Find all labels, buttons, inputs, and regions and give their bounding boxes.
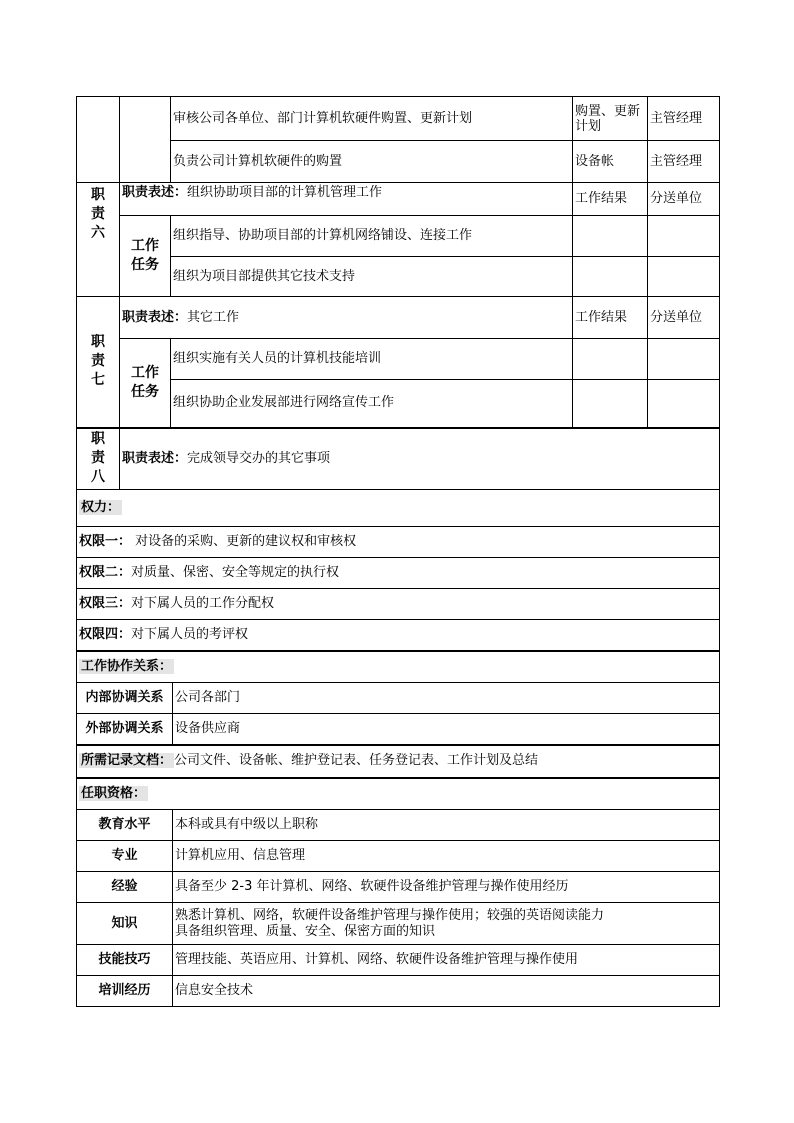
authority-item-1 xyxy=(77,527,720,558)
records-cell xyxy=(77,745,720,778)
duty6-task-2-dest xyxy=(648,257,720,297)
authority-item-4-label: 权限四： xyxy=(79,626,132,642)
duty6-desc-cell xyxy=(120,183,573,216)
cooperation-title: 工作协作关系： xyxy=(81,658,173,674)
table-row xyxy=(77,841,720,872)
duty6-task-label xyxy=(120,216,171,297)
knowledge-value xyxy=(173,903,720,945)
table-row xyxy=(77,428,720,490)
table-row xyxy=(77,651,720,683)
details-table xyxy=(76,489,720,1007)
duty7-task-label-text: 工作任务 xyxy=(131,364,159,400)
duty7-task-2-result xyxy=(573,380,648,428)
duty6-desc-label: 职责表述： xyxy=(122,185,188,200)
duty7-task-1-dest xyxy=(648,339,720,380)
qualification-title-cell xyxy=(77,778,720,810)
knowledge-line-1: 熟悉计算机、网络，软硬件设备维护管理与操作使用；较强的英语阅读能力 xyxy=(175,907,605,923)
internal-coordination-value: 公司各部门 xyxy=(173,683,720,714)
table-row xyxy=(77,872,720,903)
duty5-task-1-result: 购置、更新计划 xyxy=(573,97,648,141)
duty5-task-2-dest: 主管经理 xyxy=(648,141,720,183)
duty7-task-2: 组织协助企业发展部进行网络宣传工作 xyxy=(171,380,573,428)
experience-value: 具备至少 2-3 年计算机、网络、软硬件设备维护管理与操作使用经历 xyxy=(173,872,720,903)
table-row xyxy=(77,558,720,589)
skills-label: 技能技巧 xyxy=(77,945,173,976)
duty5-task-2-result: 设备帐 xyxy=(573,141,648,183)
duty6-task-1-result xyxy=(573,216,648,257)
duty6-label-text: 职责六 xyxy=(91,187,105,241)
duty7-task-label xyxy=(120,339,171,428)
duty6-desc: 组织协助项目部的计算机管理工作 xyxy=(187,185,383,200)
duty7-dest-header: 分送单位 xyxy=(648,297,720,339)
table-row xyxy=(77,141,720,183)
job-description-sheet xyxy=(76,96,719,1007)
table-row xyxy=(77,903,720,945)
table-row xyxy=(77,976,720,1007)
authority-item-3-label: 权限三： xyxy=(79,596,132,611)
external-coordination-label: 外部协调关系 xyxy=(77,714,173,745)
duty8-label xyxy=(77,428,120,490)
table-row xyxy=(77,620,720,651)
records-text: 公司文件、设备帐、维护登记表、任务登记表、工作计划及总结 xyxy=(174,753,539,768)
table-row xyxy=(77,183,720,216)
table-row xyxy=(77,490,720,527)
table-row xyxy=(77,97,720,141)
major-label: 专业 xyxy=(77,841,173,872)
table-row xyxy=(77,380,720,428)
table-row xyxy=(77,216,720,257)
duty7-task-1-result xyxy=(573,339,648,380)
authority-item-1-text: 对设备的采购、更新的建议权和审核权 xyxy=(131,534,357,549)
knowledge-label: 知识 xyxy=(77,903,173,945)
duty6-task-label-text: 工作任务 xyxy=(131,238,159,273)
authority-item-3-text: 对下属人员的工作分配权 xyxy=(131,596,275,611)
duty5-task-2: 负责公司计算机软硬件的购置 xyxy=(171,141,573,183)
authority-title-cell xyxy=(77,490,720,527)
major-value: 计算机应用、信息管理 xyxy=(173,841,720,872)
training-label: 培训经历 xyxy=(77,976,173,1007)
education-label: 教育水平 xyxy=(77,810,173,841)
duty8-desc: 完成领导交办的其它事项 xyxy=(187,450,331,466)
table-row xyxy=(77,527,720,558)
external-coordination-value: 设备供应商 xyxy=(173,714,720,745)
duty8-desc-label: 职责表述： xyxy=(122,450,188,466)
qualification-title: 任职资格： xyxy=(81,785,147,801)
authority-item-1-label: 权限一： xyxy=(79,534,132,549)
duty6-task-1-dest xyxy=(648,216,720,257)
duty8-label-text: 职责八 xyxy=(91,431,105,486)
authority-item-2-label: 权限二： xyxy=(79,565,132,580)
duty7-task-2-dest xyxy=(648,380,720,428)
table-row xyxy=(77,714,720,745)
table-row xyxy=(77,589,720,620)
authority-item-4 xyxy=(77,620,720,651)
authority-item-2 xyxy=(77,558,720,589)
duty8-desc-cell xyxy=(120,428,720,490)
table-row xyxy=(77,683,720,714)
duty5-label-cell xyxy=(77,97,120,183)
duty6-dest-header: 分送单位 xyxy=(648,183,720,216)
authority-item-4-text: 对下属人员的考评权 xyxy=(131,626,249,642)
table-row xyxy=(77,810,720,841)
duty7-result-header: 工作结果 xyxy=(573,297,648,339)
duty5-task-1: 审核公司各单位、部门计算机软硬件购置、更新计划 xyxy=(171,97,573,141)
experience-label: 经验 xyxy=(77,872,173,903)
duty7-desc-cell xyxy=(120,297,573,339)
duty5-task-1-dest: 主管经理 xyxy=(648,97,720,141)
skills-value: 管理技能、英语应用、计算机、网络、软硬件设备维护管理与操作使用 xyxy=(173,945,720,976)
duty6-task-1: 组织指导、协助项目部的计算机网络铺设、连接工作 xyxy=(171,216,573,257)
cooperation-title-cell xyxy=(77,651,720,683)
knowledge-line-2: 具备组织管理、质量、安全、保密方面的知识 xyxy=(175,923,436,939)
duties-table xyxy=(76,96,720,490)
duty6-task-2-result xyxy=(573,257,648,297)
duty7-desc: 其它工作 xyxy=(187,309,240,325)
authority-item-2-text: 对质量、保密、安全等规定的执行权 xyxy=(131,565,340,580)
duty7-label-text: 职责七 xyxy=(91,334,105,389)
duty7-task-1: 组织实施有关人员的计算机技能培训 xyxy=(171,339,573,380)
table-row xyxy=(77,945,720,976)
internal-coordination-label: 内部协调关系 xyxy=(77,683,173,714)
table-row xyxy=(77,778,720,810)
training-value: 信息安全技术 xyxy=(173,976,720,1007)
table-row xyxy=(77,257,720,297)
records-label: 所需记录文档： xyxy=(81,753,173,768)
duty7-desc-label: 职责表述： xyxy=(122,309,188,325)
table-row xyxy=(77,745,720,778)
table-row xyxy=(77,339,720,380)
education-value: 本科或具有中级以上职称 xyxy=(173,810,720,841)
table-row xyxy=(77,297,720,339)
authority-item-3 xyxy=(77,589,720,620)
duty6-result-header: 工作结果 xyxy=(573,183,648,216)
duty6-label xyxy=(77,183,120,297)
duty7-label xyxy=(77,297,120,428)
authority-title: 权力： xyxy=(81,500,121,515)
duty5-task-label-cell xyxy=(120,97,171,183)
duty6-task-2: 组织为项目部提供其它技术支持 xyxy=(171,257,573,297)
